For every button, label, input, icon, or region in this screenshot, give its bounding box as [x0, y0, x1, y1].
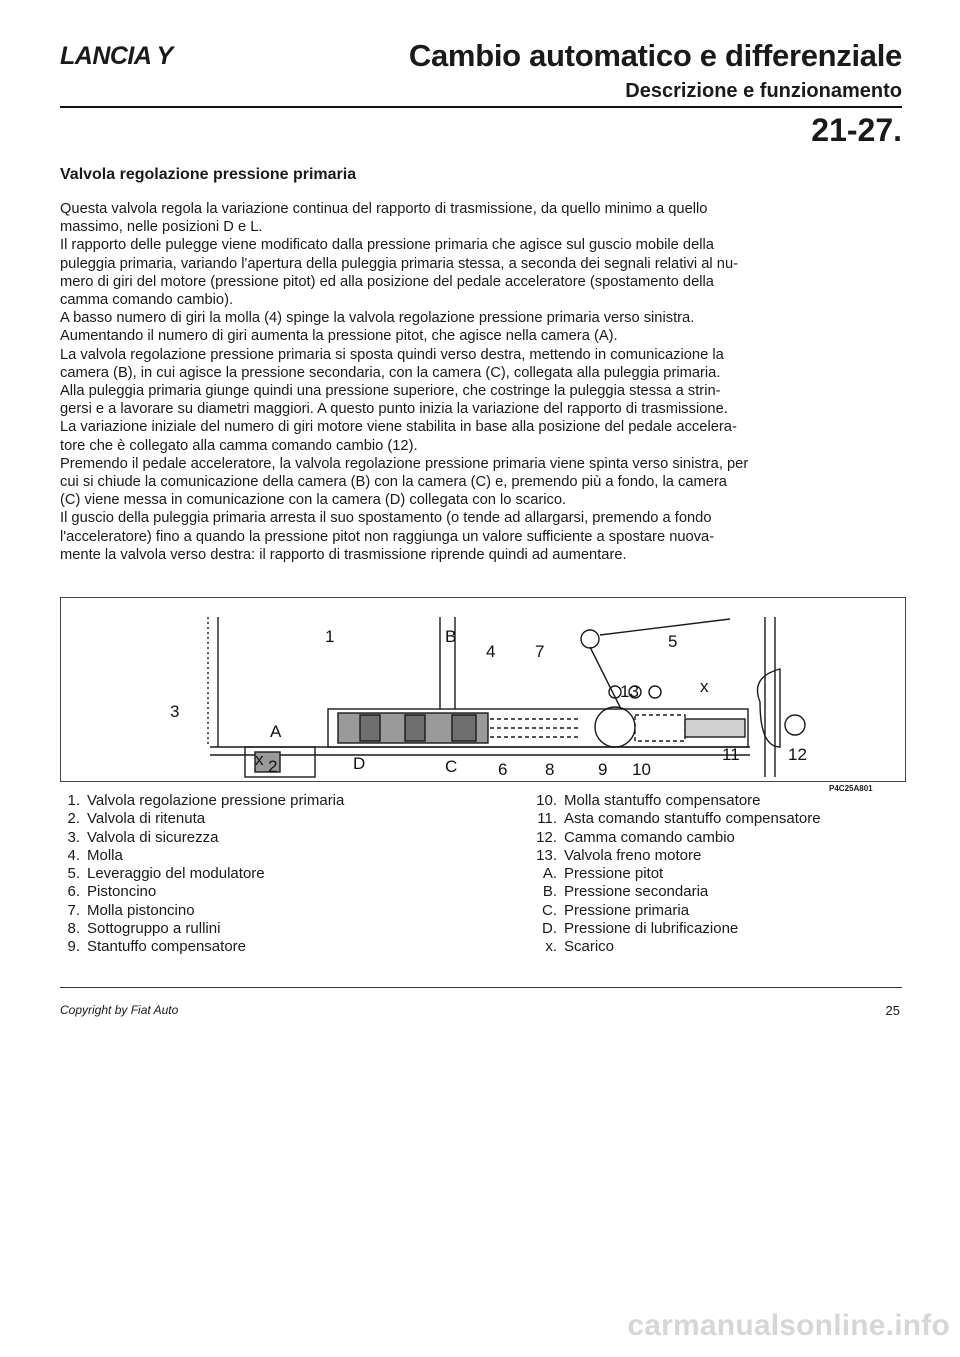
legend-number: C. [542, 901, 557, 919]
page-number: 25 [885, 1003, 900, 1018]
body-line: mente la valvola verso destra: il rapporto di trasmissione riprende quindi ad aumentare. [60, 546, 627, 563]
legend-left [60, 792, 480, 957]
body-line: Premendo il pedale acceleratore, la valvola regolazione pressione primaria viene spinta verso sinistra, per [60, 455, 749, 472]
callout-3: 3 [170, 702, 180, 721]
callout-10: 10 [632, 760, 651, 779]
legend-item [60, 847, 480, 865]
callout-12: 12 [788, 745, 807, 764]
legend-number: 6. [67, 883, 80, 901]
body-line: A basso numero di giri la molla (4) spinge la valvola regolazione pressione primaria verso sinistra. [60, 310, 695, 327]
callout-5: 5 [668, 632, 678, 651]
section-heading: Valvola regolazione pressione primaria [60, 166, 357, 183]
legend-item [515, 865, 915, 883]
legend-item [60, 829, 480, 847]
page-subtitle: Descrizione e funzionamento [625, 80, 902, 102]
callout-D: D [353, 754, 366, 773]
legend-item [60, 792, 480, 810]
body-line: La valvola regolazione pressione primaria si sposta quindi verso destra, mettendo in comunicazione la [60, 346, 724, 363]
legend-text: Stantuffo compensatore [87, 938, 246, 956]
body-line: tore che è collegato alla camma comando cambio (12). [60, 437, 418, 454]
legend-number: x. [545, 938, 557, 956]
body-paragraph [60, 200, 902, 564]
body-line: puleggia primaria, variando l'apertura della puleggia primaria stessa, a seconda dei segnali relativi al nu- [60, 255, 738, 272]
body-line: massimo, nelle posizioni D e L. [60, 219, 263, 236]
body-line: cui si chiude la comunicazione della camera (B) con la camera (C) e, premendo più a fondo, la camera [60, 474, 727, 491]
roller [595, 707, 635, 747]
legend-number: 4. [67, 846, 80, 864]
legend-number: 1. [67, 792, 80, 809]
legend-text: Valvola freno motore [564, 846, 702, 864]
page-code: 21-27. [811, 112, 902, 148]
body-line: Aumentando il numero di giri aumenta la pressione pitot, che agisce nella camera (A). [60, 328, 618, 345]
legend-item [515, 883, 915, 901]
legend-item [60, 810, 480, 828]
legend-item [515, 847, 915, 865]
callout-A: A [270, 722, 282, 741]
callout-1: 1 [325, 627, 335, 646]
legend-text: Valvola regolazione pressione primaria [87, 792, 345, 809]
legend-item [515, 829, 915, 847]
callout-13: 13 [620, 682, 639, 701]
legend-number: 5. [67, 865, 80, 883]
callout-7: 7 [535, 642, 545, 661]
figure-code: P4C25A801 [829, 784, 873, 793]
legend-item [515, 810, 915, 828]
legend-number: 13. [536, 846, 557, 864]
legend-number: 12. [536, 828, 557, 846]
body-line: La variazione iniziale del numero di giri motore viene stabilita in base alla posizione del pedale accelera- [60, 419, 737, 436]
callout-8: 8 [545, 760, 555, 779]
watermark: carmanualsonline.info [627, 1309, 950, 1342]
legend-number: D. [542, 920, 557, 938]
body-line: camera (B), in cui agisce la pressione secondaria, con la camera (C), collegata alla puleggia primaria. [60, 364, 721, 381]
body-line: mero di giri del motore (pressione pitot) ed alla posizione del pedale acceleratore (spostamento della [60, 273, 714, 290]
legend-text: Molla [87, 846, 123, 864]
legend-text: Molla pistoncino [87, 901, 195, 919]
body-line: Alla puleggia primaria giunge quindi una pressione superiore, che costringe la puleggia stessa a strin- [60, 383, 721, 400]
footer-divider [60, 987, 902, 988]
callout-4: 4 [486, 642, 496, 661]
legend-text: Valvola di sicurezza [87, 828, 219, 846]
legend-number: 3. [67, 828, 80, 846]
body-line: gersi e a lavorare su diametri maggiori. A questo punto inizia la variazione del rapporto di trasmissione. [60, 401, 728, 418]
callout-x-left: x [255, 750, 264, 769]
brand-name: LANCIA Y [60, 42, 173, 70]
legend-item [515, 792, 915, 810]
body-line: Questa valvola regola la variazione continua del rapporto di trasmissione, da quello minimo a quello [60, 201, 708, 217]
legend-item [60, 865, 480, 883]
legend-number: 8. [67, 920, 80, 938]
hydraulic-diagram [60, 597, 904, 780]
legend-text: Pressione primaria [564, 901, 690, 919]
legend-number: B. [542, 883, 557, 901]
legend-number: A. [542, 865, 557, 883]
body-line: l'acceleratore) fino a quando la pressione pitot non raggiunga un valore sufficiente a spostare nuova- [60, 528, 715, 545]
legend-item [515, 902, 915, 920]
legend-text: Asta comando stantuffo compensatore [564, 810, 821, 828]
callout-6: 6 [498, 760, 508, 779]
legend-number: 7. [67, 901, 80, 919]
legend-number: 2. [67, 810, 80, 828]
body-line: Il rapporto delle pulegge viene modificato dalla pressione primaria che agisce sul guscio mobile della [60, 237, 714, 254]
body-line: (C) viene messa in comunicazione con la camera (D) collegata con lo scarico. [60, 492, 567, 509]
legend-text: Pressione pitot [564, 865, 664, 883]
legend-right [515, 792, 915, 957]
legend-item [515, 920, 915, 938]
header-divider [60, 106, 902, 108]
legend-text: Molla stantuffo compensatore [564, 792, 761, 809]
legend-item [60, 883, 480, 901]
legend-text: Pressione secondaria [564, 883, 709, 901]
callout-B: B [445, 627, 457, 646]
callout-11: 11 [722, 745, 740, 764]
copyright-notice: Copyright by Fiat Auto [60, 1003, 179, 1017]
body-line: camma comando cambio). [60, 292, 234, 309]
legend-text: Scarico [564, 938, 615, 956]
callout-x-right: x [700, 677, 709, 696]
legend-number: 11. [537, 810, 557, 828]
page-title: Cambio automatico e differenziale [408, 38, 902, 73]
callout-2: 2 [268, 757, 278, 776]
legend-text: Valvola di ritenuta [87, 810, 206, 828]
legend-item [60, 938, 480, 956]
legend-item [515, 938, 915, 956]
callout-9: 9 [598, 760, 608, 779]
legend-item [60, 920, 480, 938]
legend-text: Camma comando cambio [564, 828, 735, 846]
legend-text: Sottogruppo a rullini [87, 920, 221, 938]
legend-text: Pressione di lubrificazione [564, 920, 739, 938]
body-line: Il guscio della puleggia primaria arresta il suo spostamento (o tende ad allargarsi, premendo a fondo [60, 510, 712, 527]
legend-text: Pistoncino [87, 883, 157, 901]
legend-number: 10. [536, 792, 557, 809]
legend-text: Leveraggio del modulatore [87, 865, 265, 883]
legend-number: 9. [67, 938, 80, 956]
legend-item [60, 902, 480, 920]
callout-C: C [445, 757, 458, 776]
